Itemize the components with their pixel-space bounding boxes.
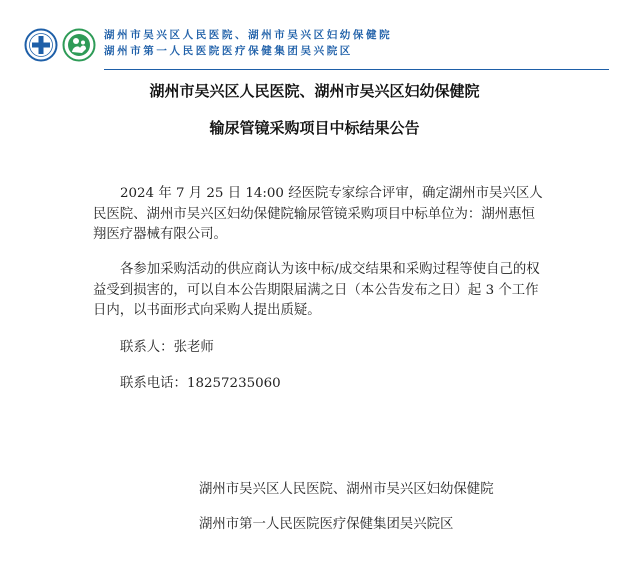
- phone-label: 联系电话：: [120, 376, 187, 391]
- contact-label: 联系人：: [120, 340, 174, 355]
- signature-line-1: 湖州市吴兴区人民医院、湖州市吴兴区妇幼保健院: [199, 482, 494, 497]
- phone-number: 18257235060: [186, 376, 281, 391]
- letterhead-line-2: 湖州市第一人民医院医疗保健集团吴兴院区: [104, 45, 353, 57]
- award-paragraph: 2024 年 7 月 25 日 14:00 经医院专家综合评审，确定湖州市吴兴区人民医院、湖州市吴兴区妇幼保健院输尿管镜采购项目中标单位为：湖州惠恒翔医疗器械有限公司。: [93, 186, 543, 242]
- contact-name: 张老师: [173, 340, 214, 355]
- contact-person: [120, 336, 214, 355]
- announcement-subtitle: 输尿管镜采购项目中标结果公告: [209, 119, 420, 137]
- announcement-title: 湖州市吴兴区人民医院、湖州市吴兴区妇幼保健院: [149, 82, 480, 100]
- contact-phone: [120, 372, 281, 391]
- letterhead-line-1: 湖州市吴兴区人民医院、湖州市吴兴区妇幼保健院: [104, 29, 393, 41]
- maternal-child-logo-icon: [62, 28, 96, 62]
- objection-paragraph: 各参加采购活动的供应商认为该中标/成交结果和采购过程等使自己的权益受到损害的，可以自本公告期限届满之日（本公告发布之日）起 3 个工作日内，以书面形式向采购人提出质疑。: [93, 262, 540, 318]
- hospital-logo-icon: [24, 28, 58, 62]
- letterhead: [24, 24, 584, 74]
- letterhead-divider: [104, 69, 609, 70]
- signature-line-2: 湖州市第一人民医院医疗保健集团吴兴院区: [199, 517, 454, 532]
